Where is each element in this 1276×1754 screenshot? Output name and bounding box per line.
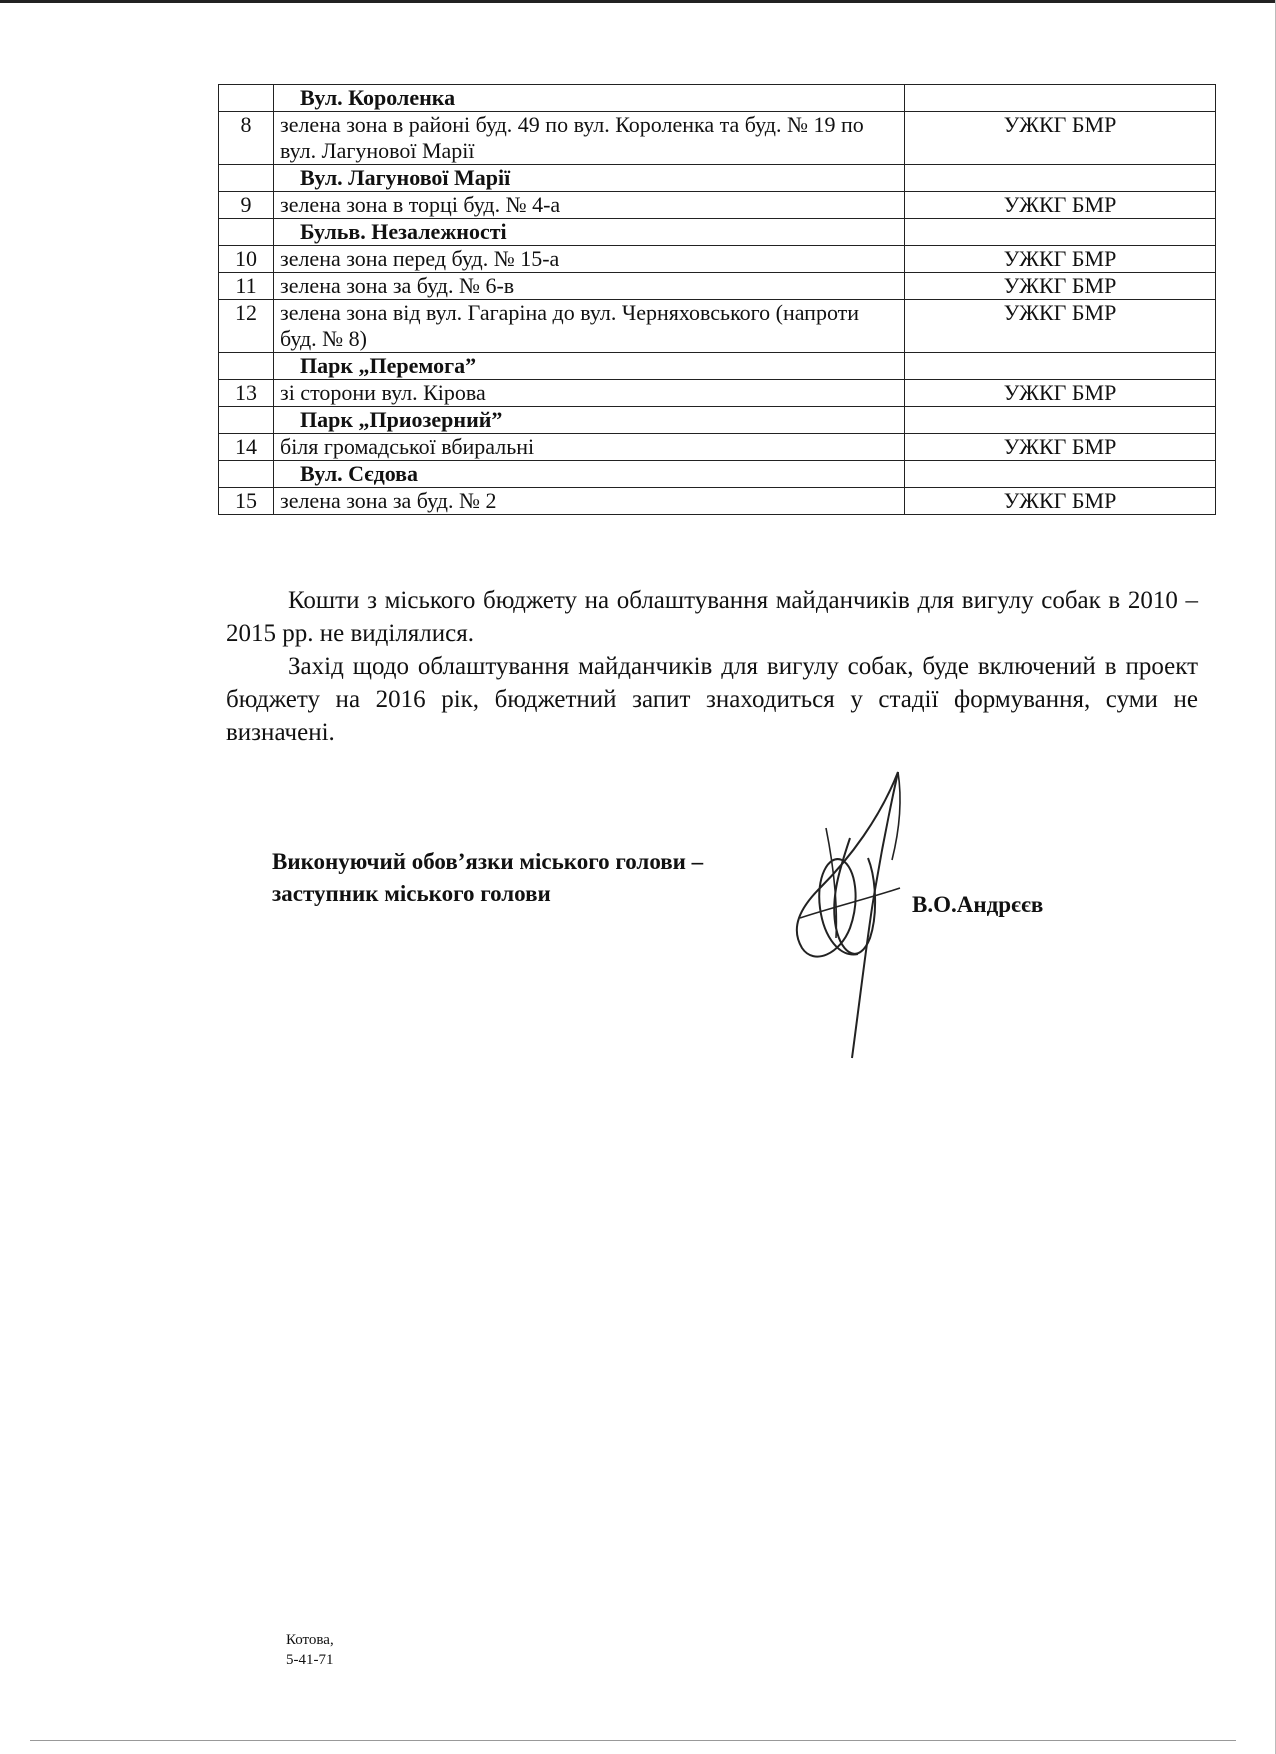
responsible-party: УЖКГ БМР [905,434,1216,461]
location-description: зелена зона в торці буд. № 4-а [274,192,905,219]
row-number: 15 [219,488,274,515]
responsible-party [905,85,1216,112]
table-row [219,273,1216,300]
row-number [219,353,274,380]
responsible-party: УЖКГ БМР [905,192,1216,219]
table-section-row [219,461,1216,488]
handwritten-signature [780,768,930,1068]
scan-edge-top [0,0,1276,3]
table-row [219,246,1216,273]
budget-paragraph: Захід щодо облаштування майданчиків для вигулу собак, буде включений в проект бюджету на 2016 рік, бюджетний запит знаходиться у стадії формування, суми не визначені. [226,653,1198,746]
table-row [219,434,1216,461]
executor-name: Котова, [286,1632,334,1648]
row-number [219,461,274,488]
location-description: зі сторони вул. Кірова [274,380,905,407]
section-title: Парк „Перемога” [274,353,905,380]
row-number [219,85,274,112]
responsible-party [905,165,1216,192]
location-description: зелена зона перед буд. № 15-а [274,246,905,273]
locations-table-body [219,85,1216,515]
location-description: зелена зона в районі буд. 49 по вул. Короленка та буд. № 19 по вул. Лагунової Марії [274,112,905,165]
signatory-role [272,846,703,910]
section-title: Вул. Лагунової Марії [274,165,905,192]
table-row [219,192,1216,219]
responsible-party [905,353,1216,380]
row-number: 12 [219,300,274,353]
section-title: Вул. Сєдова [274,461,905,488]
signatory-role-line-2: заступник міського голови [272,881,551,906]
row-number: 13 [219,380,274,407]
location-description: зелена зона за буд. № 6-в [274,273,905,300]
responsible-party [905,219,1216,246]
section-title: Парк „Приозерний” [274,407,905,434]
funding-paragraph: Кошти з міського бюджету на облаштування майданчиків для вигулу собак в 2010 – 2015 рр. не виділялися. [226,587,1198,647]
signatory-name: В.О.Андрєєв [912,892,1044,917]
responsible-party [905,407,1216,434]
responsible-party: УЖКГ БМР [905,112,1216,165]
table-section-row [219,85,1216,112]
signatory-role-line-1: Виконуючий обов’язки міського голови – [272,849,704,874]
row-number: 11 [219,273,274,300]
location-description: зелена зона за буд. № 2 [274,488,905,515]
table-section-row [219,407,1216,434]
row-number [219,219,274,246]
body-text [226,584,1198,749]
table-row [219,300,1216,353]
table-section-row [219,353,1216,380]
row-number: 14 [219,434,274,461]
responsible-party: УЖКГ БМР [905,488,1216,515]
location-description: зелена зона від вул. Гагаріна до вул. Черняховського (напроти буд. № 8) [274,300,905,353]
location-description: біля громадської вбиральні [274,434,905,461]
table-row [219,488,1216,515]
scan-edge-bottom [30,1740,1236,1741]
responsible-party: УЖКГ БМР [905,273,1216,300]
section-title: Бульв. Незалежності [274,219,905,246]
responsible-party [905,461,1216,488]
table-row [219,112,1216,165]
row-number: 9 [219,192,274,219]
table-section-row [219,219,1216,246]
responsible-party: УЖКГ БМР [905,380,1216,407]
row-number [219,165,274,192]
section-title: Вул. Короленка [274,85,905,112]
table-section-row [219,165,1216,192]
locations-table [218,84,1216,515]
executor-note [286,1630,334,1670]
row-number: 10 [219,246,274,273]
executor-phone: 5-41-71 [286,1652,334,1668]
row-number [219,407,274,434]
row-number: 8 [219,112,274,165]
table-row [219,380,1216,407]
responsible-party: УЖКГ БМР [905,246,1216,273]
responsible-party: УЖКГ БМР [905,300,1216,353]
